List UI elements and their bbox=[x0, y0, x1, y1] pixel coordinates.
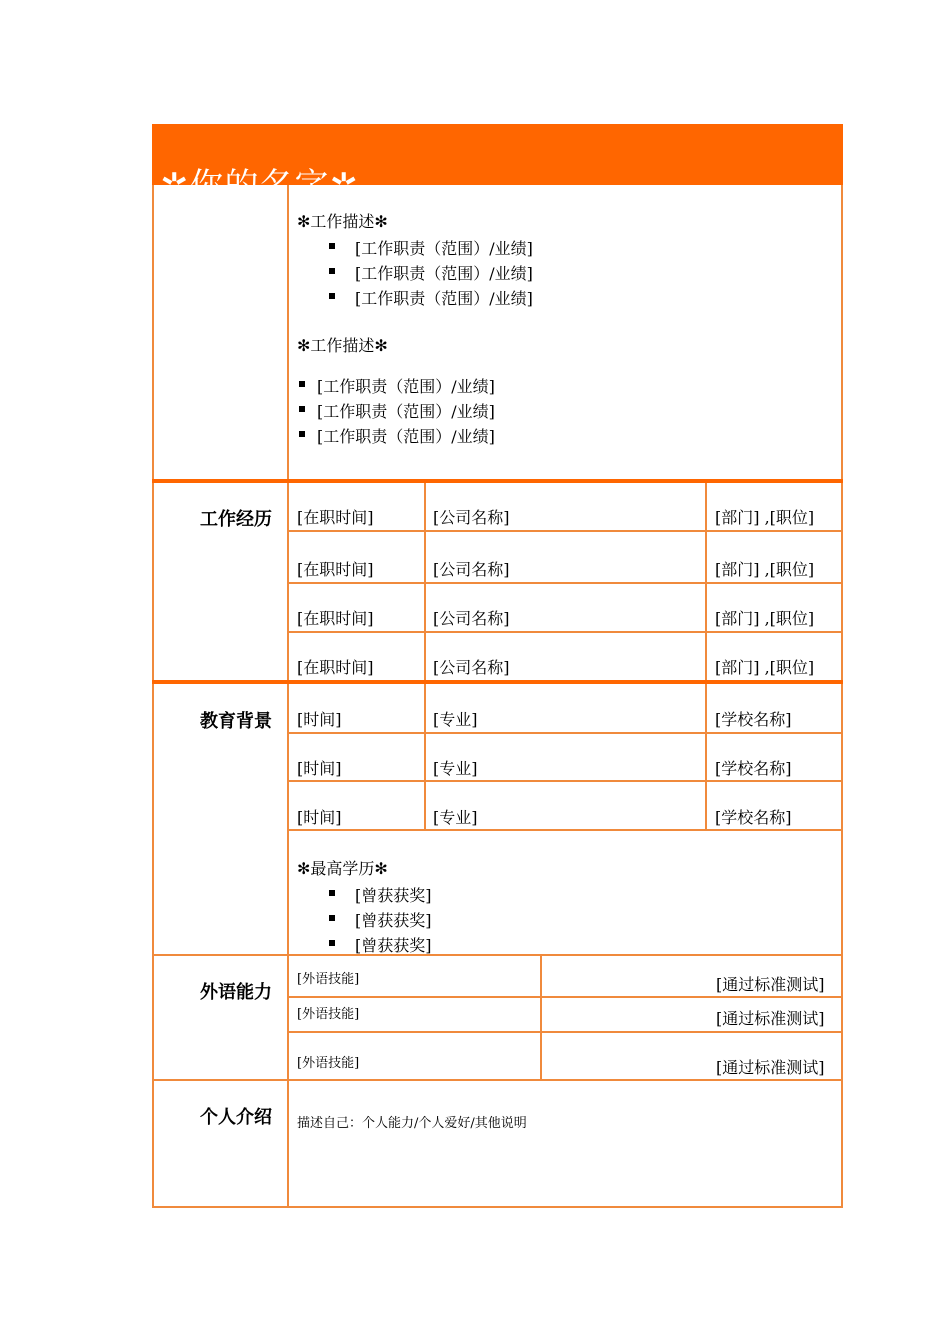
work-row-divider bbox=[288, 631, 843, 633]
bullet-icon bbox=[299, 431, 305, 437]
edu-major-cell: [专业] bbox=[433, 759, 478, 778]
job-duty-item: [工作职责（范围）/业绩] bbox=[355, 264, 533, 283]
work-position-cell: [部门] ,[职位] bbox=[715, 609, 815, 628]
bullet-icon bbox=[329, 915, 335, 921]
name-title: ✲你的名字✲ bbox=[160, 166, 359, 206]
job-duty-item: [工作职责（范围）/业绩] bbox=[317, 427, 495, 446]
name-header-bar bbox=[152, 124, 843, 206]
job-description-title: ✻工作描述✻ bbox=[297, 212, 388, 231]
edu-time-cell: [时间] bbox=[297, 710, 342, 729]
edu-col-divider-1 bbox=[424, 684, 426, 830]
job-description-title: ✻工作描述✻ bbox=[297, 336, 388, 355]
edu-row-divider bbox=[288, 780, 843, 782]
edu-row-divider bbox=[288, 732, 843, 734]
award-item: [曾获获奖] bbox=[355, 911, 432, 930]
job-duty-item: [工作职责（范围）/业绩] bbox=[355, 239, 533, 258]
edu-col-divider-2 bbox=[705, 684, 707, 830]
language-skill-cell: [外语技能] bbox=[297, 972, 360, 987]
award-item: [曾获获奖] bbox=[355, 936, 432, 955]
job-duty-item: [工作职责（范围）/业绩] bbox=[317, 402, 495, 421]
work-position-cell: [部门] ,[职位] bbox=[715, 560, 815, 579]
education-section-label: 教育背景 bbox=[200, 711, 272, 732]
work-position-cell: [部门] ,[职位] bbox=[715, 658, 815, 677]
language-test-cell: [通过标准测试] bbox=[716, 1009, 825, 1028]
frame-right-border bbox=[841, 185, 843, 1208]
edu-row-divider bbox=[288, 829, 843, 831]
edu-school-cell: [学校名称] bbox=[715, 759, 792, 778]
intro-section-top-rule bbox=[152, 1079, 843, 1081]
intro-description: 描述自己：个人能力/个人爱好/其他说明 bbox=[297, 1116, 527, 1131]
frame-bottom-border bbox=[152, 1206, 843, 1208]
edu-time-cell: [时间] bbox=[297, 759, 342, 778]
edu-major-cell: [专业] bbox=[433, 808, 478, 827]
job-duty-item: [工作职责（范围）/业绩] bbox=[317, 377, 495, 396]
work-time-cell: [在职时间] bbox=[297, 658, 374, 677]
lang-row-divider bbox=[288, 1031, 843, 1033]
education-section-top-rule bbox=[152, 680, 843, 684]
work-time-cell: [在职时间] bbox=[297, 560, 374, 579]
work-company-cell: [公司名称] bbox=[433, 508, 510, 527]
bullet-icon bbox=[329, 268, 335, 274]
language-skill-cell: [外语技能] bbox=[297, 1007, 360, 1022]
edu-school-cell: [学校名称] bbox=[715, 710, 792, 729]
edu-school-cell: [学校名称] bbox=[715, 808, 792, 827]
edu-time-cell: [时间] bbox=[297, 808, 342, 827]
work-time-cell: [在职时间] bbox=[297, 508, 374, 527]
bullet-icon bbox=[299, 381, 305, 387]
work-row-divider bbox=[288, 582, 843, 584]
language-test-cell: [通过标准测试] bbox=[716, 1058, 825, 1077]
label-column-divider bbox=[287, 185, 289, 1208]
work-row-divider bbox=[288, 530, 843, 532]
bullet-icon bbox=[329, 243, 335, 249]
edu-major-cell: [专业] bbox=[433, 710, 478, 729]
job-duty-item: [工作职责（范围）/业绩] bbox=[355, 289, 533, 308]
frame-left-border bbox=[152, 185, 154, 1208]
bullet-icon bbox=[329, 940, 335, 946]
lang-row-divider bbox=[288, 996, 843, 998]
language-test-cell: [通过标准测试] bbox=[716, 975, 825, 994]
language-section-top-rule bbox=[152, 954, 843, 956]
lang-col-divider bbox=[540, 955, 542, 1079]
bullet-icon bbox=[299, 406, 305, 412]
language-section-label: 外语能力 bbox=[200, 982, 272, 1003]
work-company-cell: [公司名称] bbox=[433, 609, 510, 628]
work-time-cell: [在职时间] bbox=[297, 609, 374, 628]
bullet-icon bbox=[329, 293, 335, 299]
work-company-cell: [公司名称] bbox=[433, 658, 510, 677]
award-item: [曾获获奖] bbox=[355, 886, 432, 905]
work-position-cell: [部门] ,[职位] bbox=[715, 508, 815, 527]
highest-degree-title: ✻最高学历✻ bbox=[297, 859, 388, 878]
intro-section-label: 个人介绍 bbox=[200, 1107, 272, 1128]
language-skill-cell: [外语技能] bbox=[297, 1056, 360, 1071]
work-section-label: 工作经历 bbox=[200, 509, 272, 530]
work-company-cell: [公司名称] bbox=[433, 560, 510, 579]
bullet-icon bbox=[329, 890, 335, 896]
work-section-top-rule bbox=[152, 479, 843, 483]
